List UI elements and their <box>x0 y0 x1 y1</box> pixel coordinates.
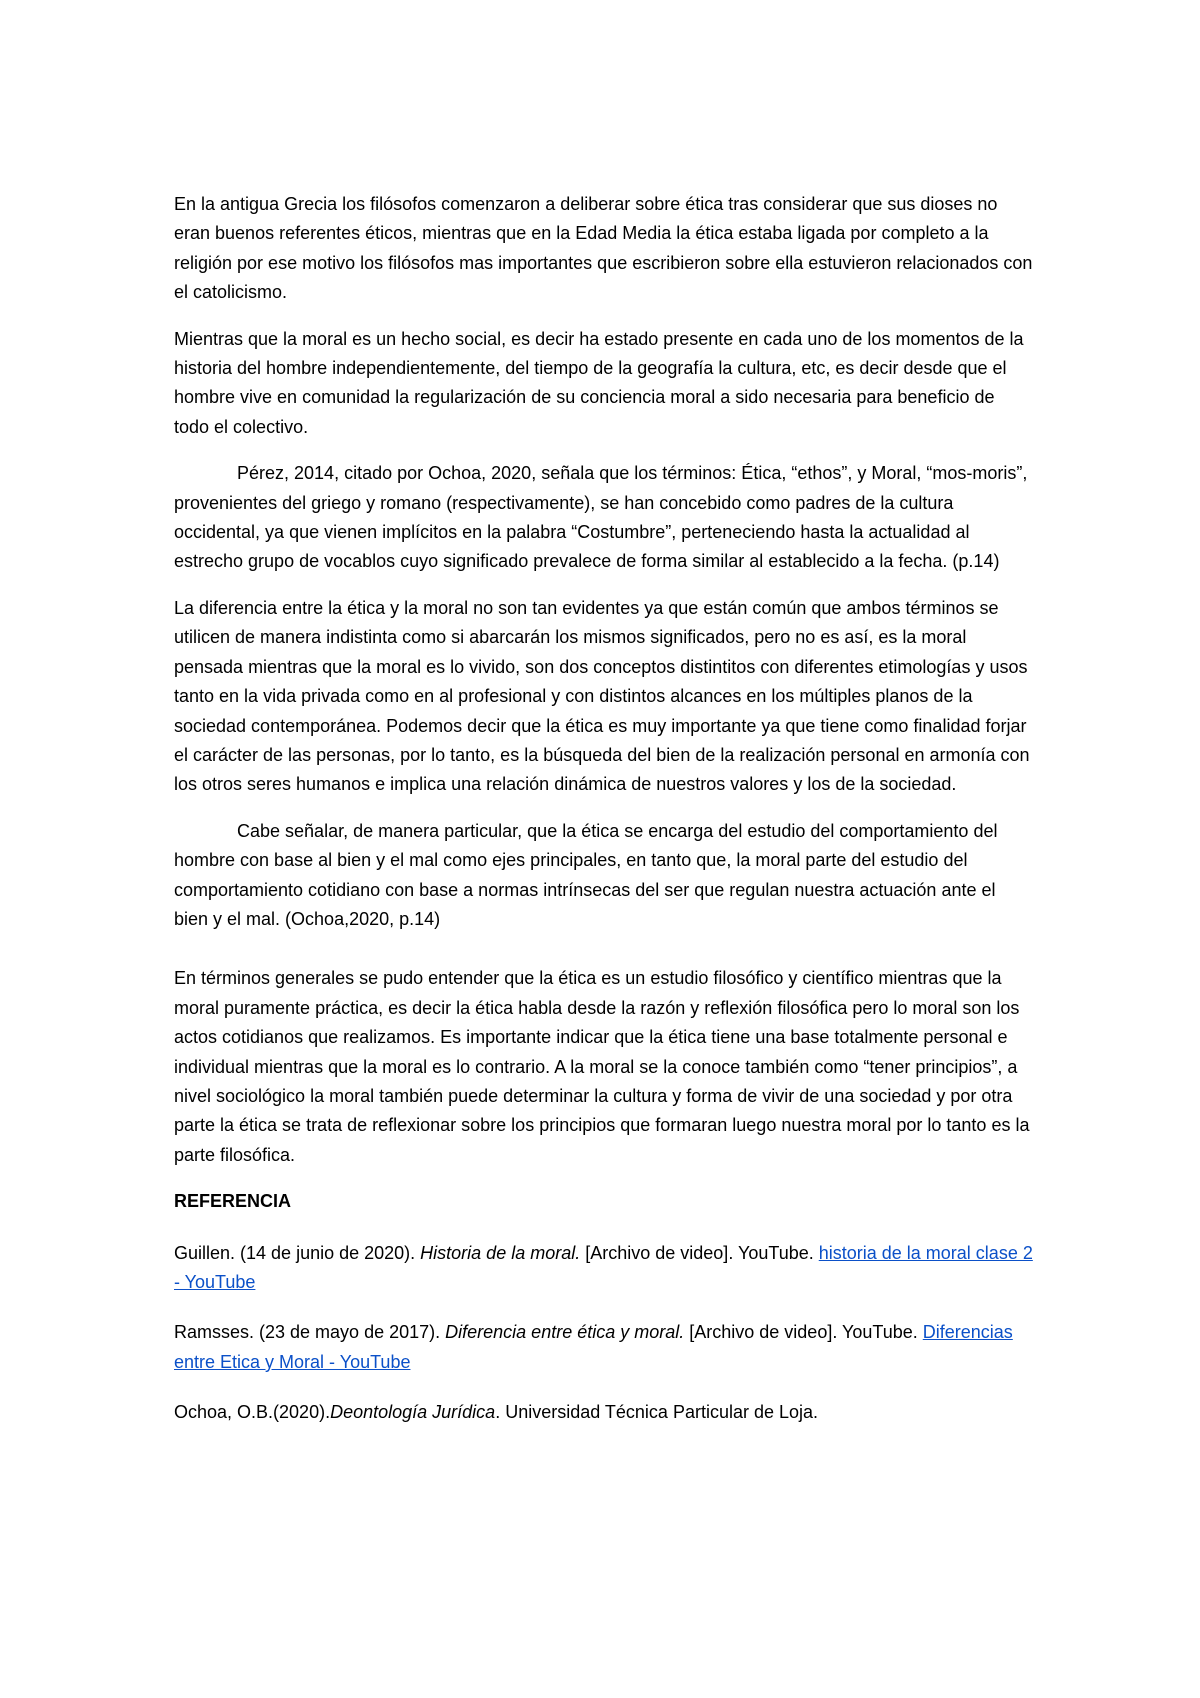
reference-2-source: [Archivo de video]. YouTube. <box>684 1322 923 1343</box>
reference-1-title: Historia de la moral. <box>420 1242 581 1263</box>
reference-3-title: Deontología Jurídica <box>330 1402 496 1423</box>
paragraph-3-quote: Pérez, 2014, citado por Ochoa, 2020, señala que los términos: Ética, “ethos”, y Moral, “mos-moris”, provenientes del griego y romano (respectivamente), se han concebido como padres de la cultura occidental, ya que vienen implícitos en la palabra “Costumbre”, perteneciendo hasta la actualidad al estrecho grupo de vocablos cuyo significado prevalece de forma similar al establecido a la fecha. (p.14) <box>174 463 1028 572</box>
paragraph-5-quote: Cabe señalar, de manera particular, que la ética se encarga del estudio del comportamiento del hombre con base al bien y el mal como ejes principales, en tanto que, la moral parte del estudio del comportamiento cotidiano con base a normas intrínsecas del ser que regulan nuestra actuación ante el bien y el mal. (Ochoa,2020, p.14) <box>174 820 998 929</box>
document-body <box>174 190 1034 1449</box>
reference-2-title: Diferencia entre ética y moral. <box>445 1322 685 1343</box>
reference-3-author: Ochoa, O.B.(2020). <box>174 1402 331 1423</box>
references-heading: REFERENCIA <box>174 1191 292 1212</box>
paragraph-4: La diferencia entre la ética y la moral no son tan evidentes ya que están común que ambos términos se utilicen de manera indistinta como si abarcarán los mismos significados, pero no es así, es la moral pensada mientras que la moral es lo vivido, son dos conceptos distintitos con diferentes etimologías y usos tanto en la vida privada como en al profesional y con distintos alcances en los múltiples planos de la sociedad contemporánea. Podemos decir que la ética es muy importante ya que tiene como finalidad forjar el carácter de las personas, por lo tanto, es la búsqueda del bien de la realización personal en armonía con los otros seres humanos e implica una relación dinámica de nuestros valores y los de la sociedad. <box>174 597 1030 795</box>
reference-3-source: . Universidad Técnica Particular de Loja. <box>495 1402 819 1423</box>
reference-1-source: [Archivo de video]. YouTube. <box>580 1242 819 1263</box>
reference-2 <box>174 1318 1034 1377</box>
reference-2-author: Ramsses. (23 de mayo de 2017). <box>174 1322 446 1343</box>
reference-1-link[interactable]: historia de la moral clase 2 - YouTube <box>174 1242 1033 1292</box>
reference-1 <box>174 1239 1034 1298</box>
reference-3 <box>174 1398 1034 1427</box>
paragraph-2: Mientras que la moral es un hecho social, es decir ha estado presente en cada uno de los momentos de la historia del hombre independientemente, del tiempo de la geografía la cultura, etc, es decir desde que el hombre vive en comunidad la regularización de su conciencia moral a sido necesaria para beneficio de todo el colectivo. <box>174 328 1024 437</box>
reference-1-author: Guillen. (14 de junio de 2020). <box>174 1242 421 1263</box>
paragraph-1: En la antigua Grecia los filósofos comenzaron a deliberar sobre ética tras considerar que sus dioses no eran buenos referentes éticos, mientras que en la Edad Media la ética estaba ligada por completo a la religión por ese motivo los filósofos mas importantes que escribieron sobre ella estuvieron relacionados con el catolicismo. <box>174 194 1033 303</box>
paragraph-6: En términos generales se pudo entender que la ética es un estudio filosófico y científico mientras que la moral puramente práctica, es decir la ética habla desde la razón y reflexión filosófica pero lo moral son los actos cotidianos que realizamos. Es importante indicar que la ética tiene una base totalmente personal e individual mientras que la moral es lo contrario. A la moral se la conoce también como “tener principios”, a nivel sociológico la moral también puede determinar la cultura y forma de vivir de una sociedad y por otra parte la ética se trata de reflexionar sobre los principios que formaran luego nuestra moral por lo tanto es la parte filosófica. <box>174 968 1030 1165</box>
reference-2-link[interactable]: Diferencias entre Etica y Moral - YouTube <box>174 1322 1013 1372</box>
